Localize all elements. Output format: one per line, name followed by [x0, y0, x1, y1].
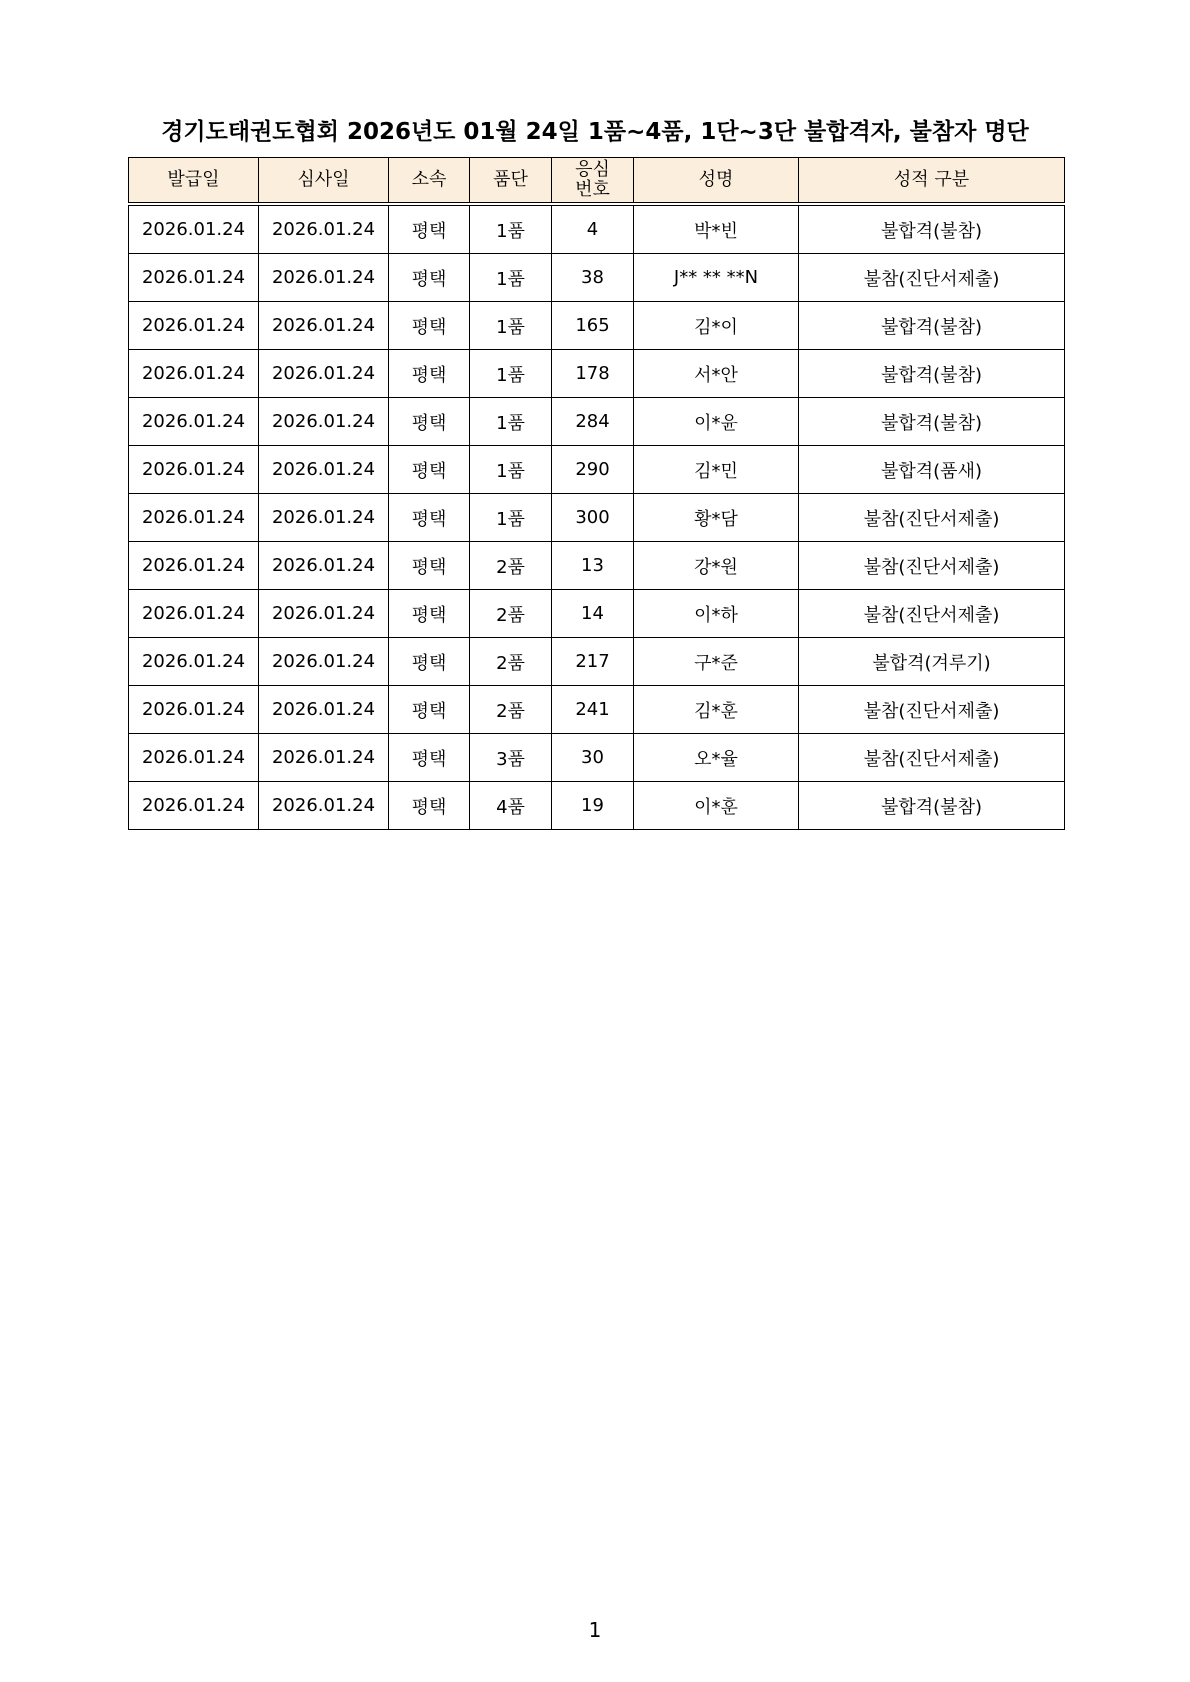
- cell-result: 불합격(겨루기): [799, 638, 1065, 686]
- table-row: [129, 686, 1065, 734]
- cell-rank: 3품: [470, 734, 552, 782]
- table-row: [129, 350, 1065, 398]
- cell-exam-number: 300: [552, 494, 634, 542]
- cell-result: 불합격(불참): [799, 204, 1065, 254]
- cell-result: 불합격(불참): [799, 782, 1065, 830]
- page-title: 경기도태권도협회 2026년도 01월 24일 1품~4품, 1단~3단 불합격자, 불참자 명단: [161, 119, 1029, 145]
- cell-branch: 평택: [389, 542, 470, 590]
- results-table: [128, 157, 1065, 830]
- cell-result: 불참(진단서제출): [799, 686, 1065, 734]
- cell-exam-number: 13: [552, 542, 634, 590]
- cell-issue-date: 2026.01.24: [129, 494, 259, 542]
- cell-branch: 평택: [389, 254, 470, 302]
- table-row: [129, 254, 1065, 302]
- table-row: [129, 446, 1065, 494]
- cell-rank: 1품: [470, 204, 552, 254]
- cell-rank: 1품: [470, 302, 552, 350]
- cell-name: 구*준: [634, 638, 799, 686]
- cell-issue-date: 2026.01.24: [129, 782, 259, 830]
- cell-branch: 평택: [389, 204, 470, 254]
- cell-issue-date: 2026.01.24: [129, 638, 259, 686]
- cell-name: 김*이: [634, 302, 799, 350]
- header-exam-number: [552, 158, 634, 205]
- cell-result: 불합격(불참): [799, 302, 1065, 350]
- cell-issue-date: 2026.01.24: [129, 302, 259, 350]
- cell-exam-date: 2026.01.24: [259, 254, 389, 302]
- cell-rank: 2품: [470, 638, 552, 686]
- cell-branch: 평택: [389, 590, 470, 638]
- table-row: [129, 542, 1065, 590]
- table-body: [129, 204, 1065, 830]
- cell-result: 불참(진단서제출): [799, 494, 1065, 542]
- cell-exam-date: 2026.01.24: [259, 686, 389, 734]
- cell-name: 서*안: [634, 350, 799, 398]
- cell-issue-date: 2026.01.24: [129, 398, 259, 446]
- cell-exam-date: 2026.01.24: [259, 350, 389, 398]
- cell-rank: 1품: [470, 398, 552, 446]
- cell-name: 이*훈: [634, 782, 799, 830]
- cell-issue-date: 2026.01.24: [129, 204, 259, 254]
- cell-exam-date: 2026.01.24: [259, 446, 389, 494]
- cell-issue-date: 2026.01.24: [129, 734, 259, 782]
- cell-exam-date: 2026.01.24: [259, 590, 389, 638]
- cell-result: 불참(진단서제출): [799, 734, 1065, 782]
- cell-branch: 평택: [389, 446, 470, 494]
- cell-exam-date: 2026.01.24: [259, 782, 389, 830]
- cell-exam-date: 2026.01.24: [259, 542, 389, 590]
- cell-issue-date: 2026.01.24: [129, 254, 259, 302]
- table-row: [129, 638, 1065, 686]
- cell-exam-date: 2026.01.24: [259, 734, 389, 782]
- table-row: [129, 494, 1065, 542]
- table-row: [129, 734, 1065, 782]
- table-row: [129, 590, 1065, 638]
- cell-name: 황*담: [634, 494, 799, 542]
- cell-name: 이*하: [634, 590, 799, 638]
- cell-name: J** ** **N: [634, 254, 799, 302]
- cell-name: 김*훈: [634, 686, 799, 734]
- cell-name: 강*원: [634, 542, 799, 590]
- cell-rank: 2품: [470, 590, 552, 638]
- cell-rank: 1품: [470, 446, 552, 494]
- cell-exam-number: 241: [552, 686, 634, 734]
- cell-result: 불참(진단서제출): [799, 254, 1065, 302]
- header-exam-number-line1: 응심: [575, 159, 610, 180]
- cell-exam-date: 2026.01.24: [259, 638, 389, 686]
- cell-result: 불합격(불참): [799, 350, 1065, 398]
- cell-exam-date: 2026.01.24: [259, 494, 389, 542]
- header-issue-date: 발급일: [129, 158, 259, 205]
- cell-rank: 2품: [470, 686, 552, 734]
- cell-exam-number: 178: [552, 350, 634, 398]
- header-branch: 소속: [389, 158, 470, 205]
- cell-rank: 1품: [470, 254, 552, 302]
- cell-branch: 평택: [389, 398, 470, 446]
- cell-issue-date: 2026.01.24: [129, 350, 259, 398]
- cell-result: 불참(진단서제출): [799, 542, 1065, 590]
- table-row: [129, 302, 1065, 350]
- cell-name: 박*빈: [634, 204, 799, 254]
- cell-branch: 평택: [389, 302, 470, 350]
- cell-exam-date: 2026.01.24: [259, 302, 389, 350]
- cell-rank: 1품: [470, 494, 552, 542]
- cell-exam-date: 2026.01.24: [259, 398, 389, 446]
- cell-issue-date: 2026.01.24: [129, 446, 259, 494]
- cell-exam-number: 290: [552, 446, 634, 494]
- table-header: [129, 158, 1065, 205]
- header-result: 성적 구분: [799, 158, 1065, 205]
- cell-rank: 4품: [470, 782, 552, 830]
- cell-name: 이*윤: [634, 398, 799, 446]
- cell-exam-date: 2026.01.24: [259, 204, 389, 254]
- cell-issue-date: 2026.01.24: [129, 686, 259, 734]
- header-row: [129, 158, 1065, 205]
- header-exam-number-line2: 번호: [575, 179, 610, 200]
- cell-result: 불합격(품새): [799, 446, 1065, 494]
- cell-exam-number: 4: [552, 204, 634, 254]
- cell-result: 불참(진단서제출): [799, 590, 1065, 638]
- cell-branch: 평택: [389, 686, 470, 734]
- cell-branch: 평택: [389, 782, 470, 830]
- cell-exam-number: 30: [552, 734, 634, 782]
- cell-exam-number: 38: [552, 254, 634, 302]
- cell-exam-number: 284: [552, 398, 634, 446]
- page-number: 1: [588, 1618, 602, 1642]
- cell-branch: 평택: [389, 350, 470, 398]
- cell-exam-number: 165: [552, 302, 634, 350]
- cell-issue-date: 2026.01.24: [129, 542, 259, 590]
- header-name: 성명: [634, 158, 799, 205]
- cell-name: 김*민: [634, 446, 799, 494]
- cell-result: 불합격(불참): [799, 398, 1065, 446]
- header-rank: 품단: [470, 158, 552, 205]
- cell-exam-number: 217: [552, 638, 634, 686]
- cell-rank: 2품: [470, 542, 552, 590]
- cell-issue-date: 2026.01.24: [129, 590, 259, 638]
- header-exam-date: 심사일: [259, 158, 389, 205]
- table-row: [129, 782, 1065, 830]
- cell-branch: 평택: [389, 638, 470, 686]
- table-row: [129, 204, 1065, 254]
- cell-branch: 평택: [389, 734, 470, 782]
- cell-exam-number: 19: [552, 782, 634, 830]
- cell-name: 오*율: [634, 734, 799, 782]
- table-row: [129, 398, 1065, 446]
- cell-rank: 1품: [470, 350, 552, 398]
- cell-branch: 평택: [389, 494, 470, 542]
- cell-exam-number: 14: [552, 590, 634, 638]
